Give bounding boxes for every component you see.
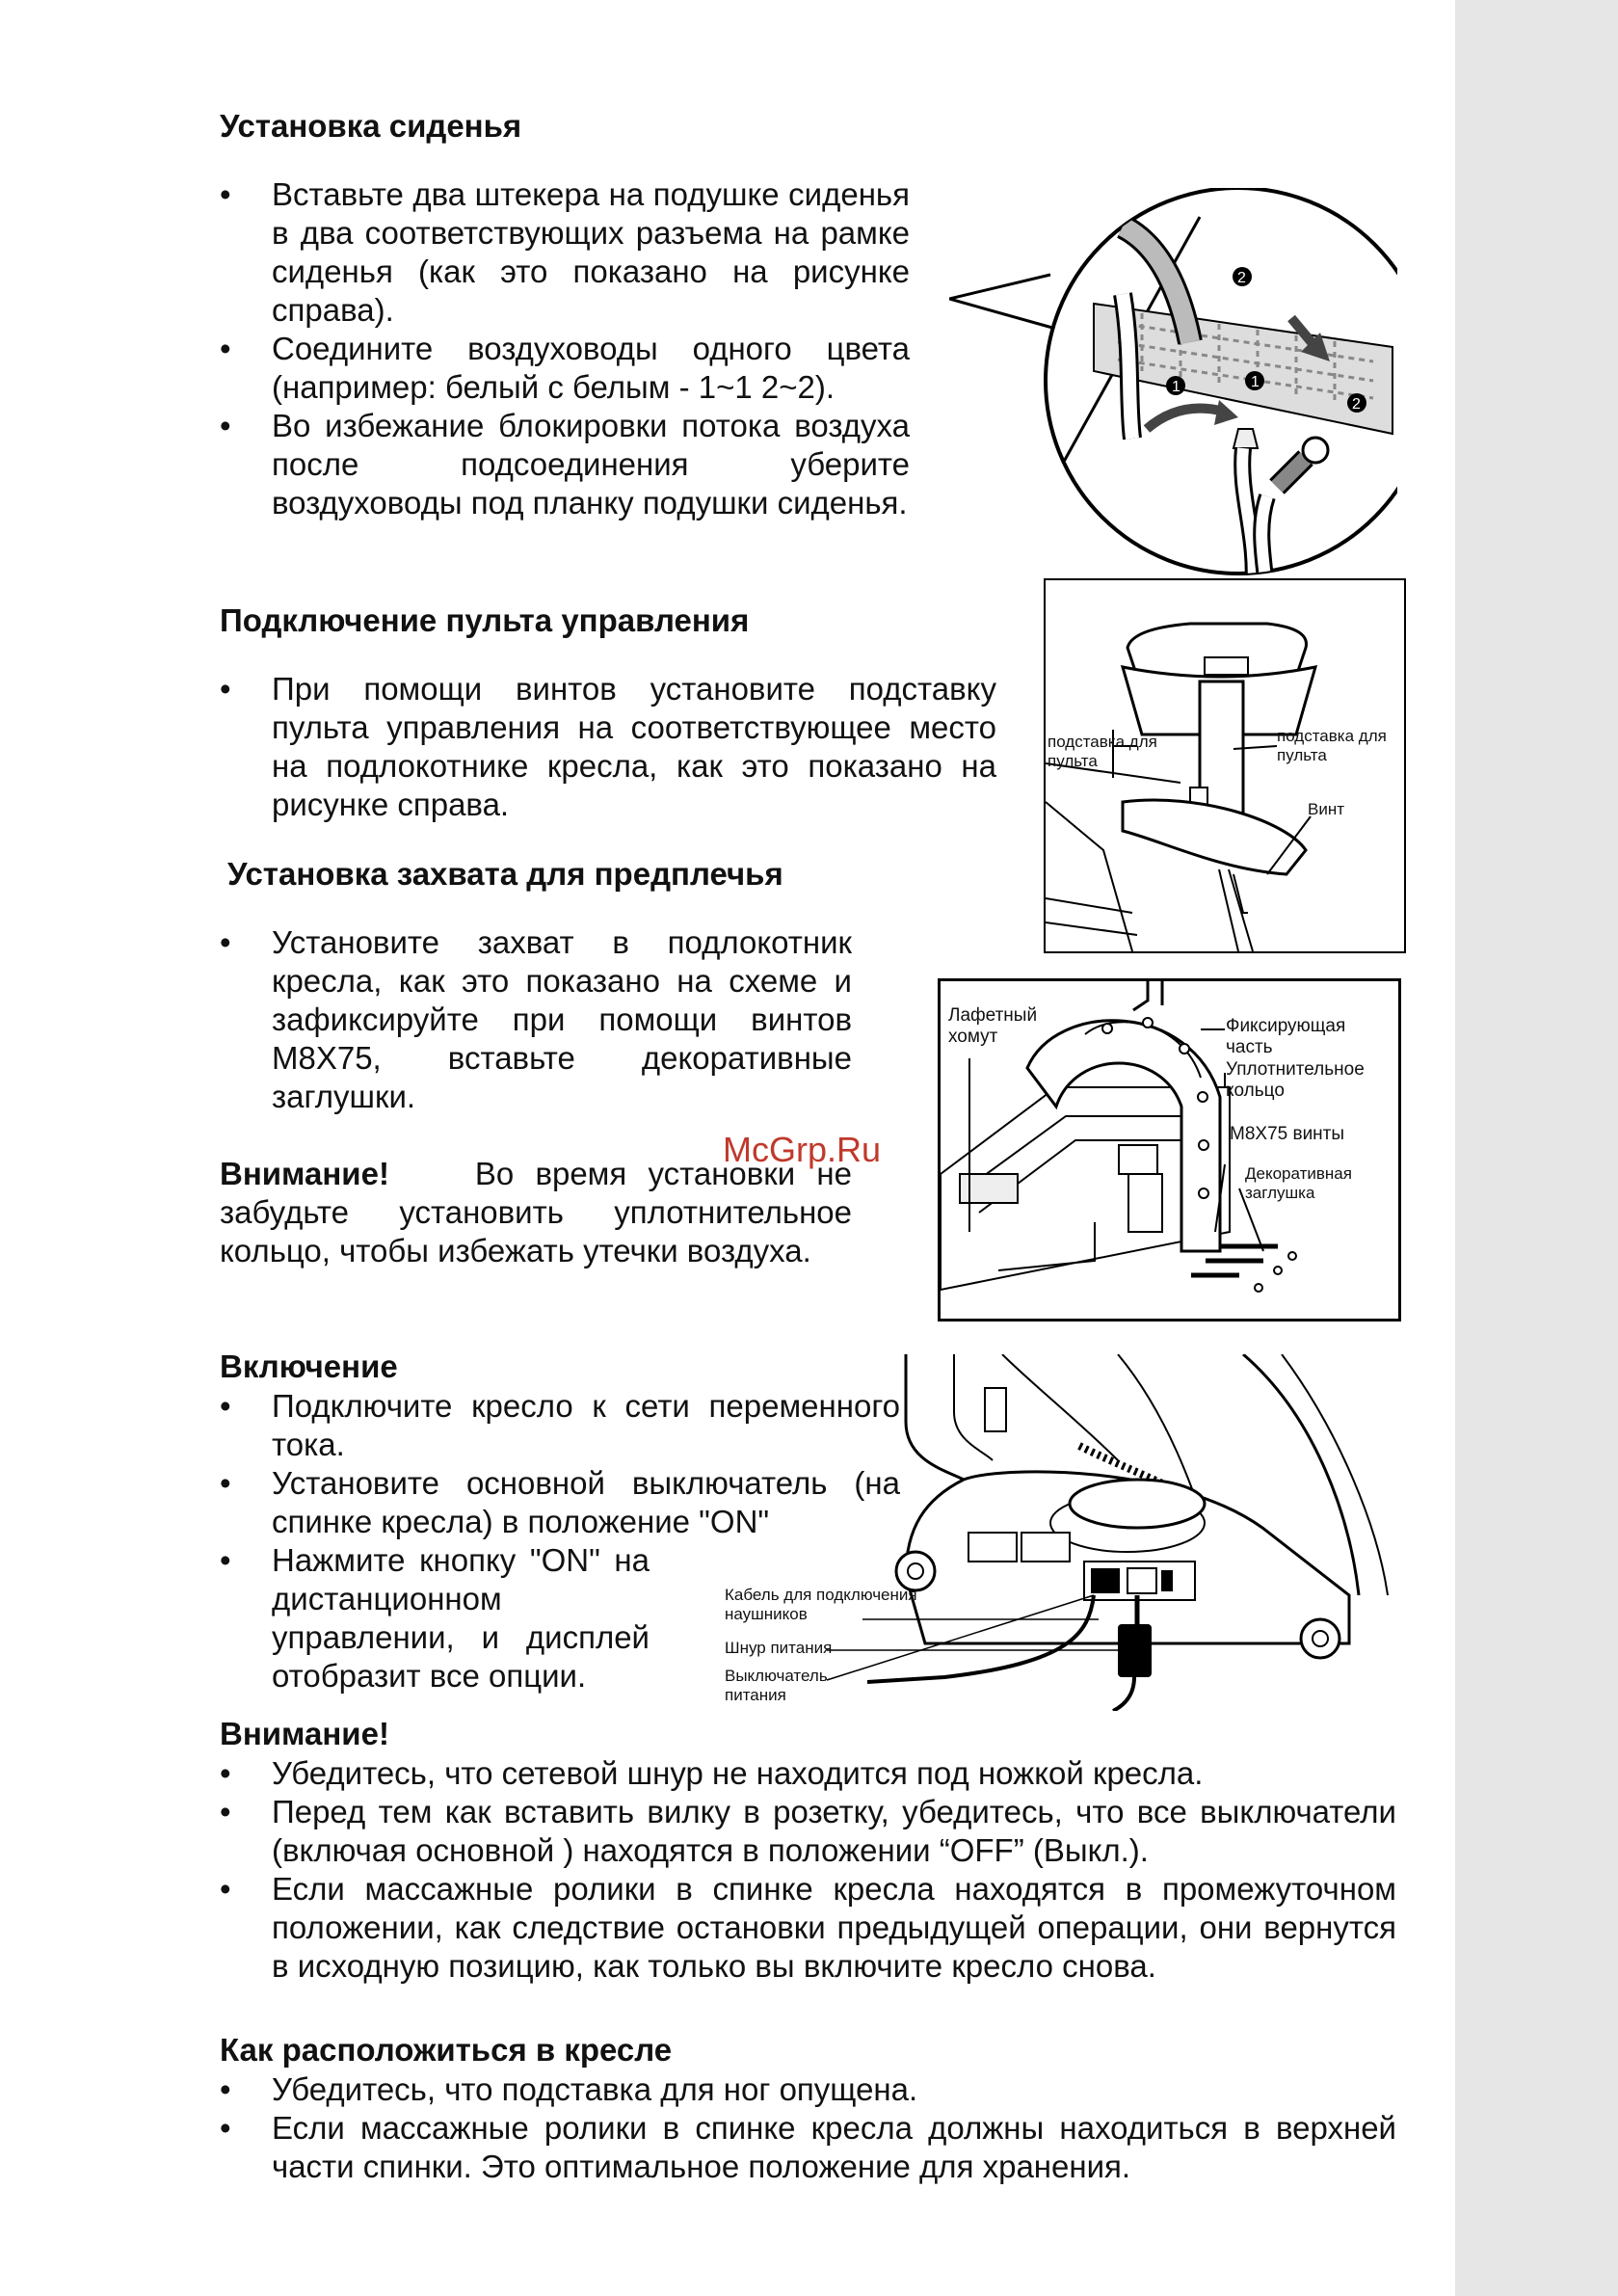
marker-1-icon xyxy=(1245,371,1264,390)
svg-text:1: 1 xyxy=(1172,379,1180,395)
marker-1-icon xyxy=(1166,376,1185,395)
forearm-list xyxy=(220,923,852,1116)
list-item: • Если массажные ролики в спинке кресла находятся в промежуточном положении, как следствие остановки предыдущей операции, они вернутся в исходную позицию, как только вы включите кресло снова. xyxy=(220,1870,1396,1986)
warning-label: Внимание! xyxy=(220,1156,389,1191)
screw-label: Винт xyxy=(1308,800,1345,818)
list-item: • При помощи винтов установите подставку пульта управления на соответствующее место на подлокотнике кресла, как это показано на рисунке справа. xyxy=(220,670,996,824)
seat-heading: Установка сиденья xyxy=(220,108,522,144)
list-item: • Подключите кресло к сети переменного тока. xyxy=(220,1387,900,1464)
sitting-heading: Как расположиться в кресле xyxy=(220,2032,673,2068)
list-item: • Перед тем как вставить вилку в розетку, убедитесь, что все выключатели (включая основной ) находятся в положении “OFF” (Выкл.). xyxy=(220,1793,1396,1870)
power-connection-figure xyxy=(713,1354,1397,1711)
page-side-strip xyxy=(1455,0,1618,2296)
attention-list xyxy=(220,1754,1396,1986)
power-switch-label: Выключатель питания xyxy=(725,1667,828,1704)
headphone-cable-label: Кабель для подключения наушников xyxy=(725,1586,917,1623)
list-item: • Установите захват в подлокотник кресла, как это показано на схеме и зафиксируйте при помощи винтов M8X75, вставьте декоративные заглушки. xyxy=(220,923,852,1116)
power-cord-label: Шнур питания xyxy=(725,1639,833,1657)
seat-list xyxy=(220,175,910,522)
list-item: • Убедитесь, что сетевой шнур не находится под ножкой кресла. xyxy=(220,1754,1396,1793)
svg-text:1: 1 xyxy=(1251,374,1260,390)
svg-text:2: 2 xyxy=(1352,396,1361,413)
sealing-ring-label: Уплотнительное кольцо xyxy=(1226,1059,1365,1101)
fixing-part-label: Фиксирующая часть xyxy=(1226,1016,1346,1057)
list-item: • Во избежание блокировки потока воздуха после подсоединения уберите воздуховоды под планку подушки сиденья. xyxy=(220,407,910,522)
remote-stand-label-left: подставка для пульта xyxy=(1048,733,1157,770)
watermark: McGrp.Ru xyxy=(723,1130,882,1169)
forearm-warning xyxy=(220,1155,852,1270)
screws-label: M8X75 винты xyxy=(1230,1124,1345,1144)
list-item: • Соедините воздуховоды одного цвета (например: белый с белым - 1~1 2~2). xyxy=(220,330,910,407)
marker-2-icon xyxy=(1233,267,1252,286)
list-item: • Вставьте два штекера на подушке сиденья в два соответствующих разъема на рамке сиденья (как это показано на рисунке справа). xyxy=(220,175,910,330)
forearm-clamp-figure xyxy=(938,978,1401,1322)
forearm-heading: Установка захвата для предплечья xyxy=(227,856,783,892)
seat-connector-figure xyxy=(949,188,1397,583)
marker-2-icon xyxy=(1347,393,1366,413)
remote-mount-figure xyxy=(1044,578,1406,953)
power-heading: Включение xyxy=(220,1348,398,1384)
svg-text:2: 2 xyxy=(1237,270,1246,286)
remote-stand-label-right: подставка для пульта xyxy=(1277,727,1387,764)
list-item: • Установите основной выключатель (на спинке кресла) в положение "ON" xyxy=(220,1464,900,1541)
warning-text: Во время установки не забудьте установить уплотнительное кольцо, чтобы избежать утечки воздуха. xyxy=(220,1156,852,1268)
seat-connector-illustration xyxy=(949,188,1397,583)
remote-list xyxy=(220,670,996,824)
remote-heading: Подключение пульта управления xyxy=(220,602,750,638)
list-item: • Нажмите кнопку "ON" на дистанционном управлении, и дисплей отобразит все опции. xyxy=(220,1541,650,1695)
clamp-label: Лафетный хомут xyxy=(948,1005,1038,1047)
list-item: • Убедитесь, что подставка для ног опущена. xyxy=(220,2070,1396,2109)
decorative-cap-label: Декоративная заглушка xyxy=(1245,1164,1352,1202)
list-item: • Если массажные ролики в спинке кресла должны находиться в верхней части спинки. Это оптимальное положение для хранения. xyxy=(220,2109,1396,2186)
attention-heading: Внимание! xyxy=(220,1716,389,1751)
power-list-bottom xyxy=(220,1541,650,1695)
sitting-list xyxy=(220,2070,1396,2186)
